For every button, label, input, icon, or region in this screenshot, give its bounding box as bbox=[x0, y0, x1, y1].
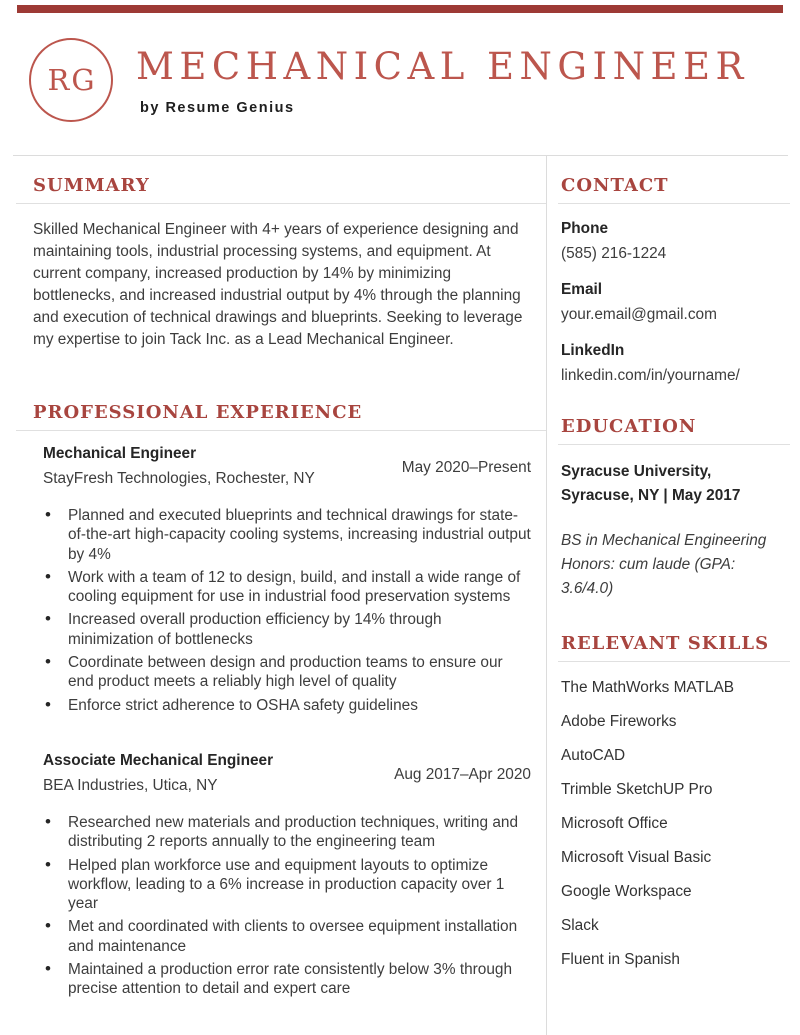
job-dates: May 2020–Present bbox=[401, 459, 531, 476]
education-degree-line: 3.6/4.0) bbox=[561, 580, 614, 597]
job-bullet: • Coordinate between design and production teams to ensure our end product meets a reliably high level of quality bbox=[43, 653, 531, 692]
job-bullet: • Increased overall production efficiency by 14% through minimization of bottlenecks bbox=[43, 610, 531, 649]
contact-label: Email bbox=[561, 281, 603, 298]
summary-heading-rule bbox=[16, 155, 546, 204]
skill-item: The MathWorks MATLAB bbox=[561, 679, 735, 696]
job-bullet: • Maintained a production error rate consistently below 3% through precise attention to detail and expert care bbox=[43, 960, 531, 999]
contact-heading-rule bbox=[558, 155, 790, 204]
skill-item: Microsoft Visual Basic bbox=[561, 849, 712, 866]
byline: by Resume Genius bbox=[140, 100, 295, 116]
page-title: MECHANICAL ENGINEER bbox=[136, 45, 749, 88]
contact-item-phone bbox=[561, 218, 790, 265]
education-degree-line: Honors: cum laude (GPA: bbox=[561, 556, 736, 573]
contact-section bbox=[558, 155, 790, 387]
skills-heading: RELEVANT SKILLS bbox=[561, 633, 770, 654]
phone-value: (585) 216-1224 bbox=[561, 245, 667, 262]
job-bullet-list bbox=[43, 506, 531, 715]
linkedin-value: linkedin.com/in/yourname/ bbox=[561, 367, 740, 384]
job-bullet: • Met and coordinated with clients to oversee equipment installation and maintenance bbox=[43, 917, 531, 956]
education-school bbox=[561, 460, 790, 508]
skill-item: Slack bbox=[561, 917, 599, 934]
summary-heading: SUMMARY bbox=[33, 175, 150, 196]
experience-section bbox=[16, 382, 546, 1003]
education-school-line: Syracuse University, bbox=[561, 463, 712, 480]
job-title: Mechanical Engineer bbox=[43, 445, 197, 462]
logo-monogram: RG bbox=[47, 63, 97, 97]
job-bullet-list bbox=[43, 813, 531, 999]
job-bullet: • Planned and executed blueprints and technical drawings for state-of-the-art high-capacity cooling systems, increasing industrial output by 4% bbox=[43, 506, 531, 564]
education-school-line: Syracuse, NY | May 2017 bbox=[561, 487, 741, 504]
job-title: Associate Mechanical Engineer bbox=[43, 751, 274, 769]
contact-label: LinkedIn bbox=[561, 342, 625, 359]
job-bullet: • Researched new materials and production techniques, writing and distributing 2 reports annually to the engineering team bbox=[43, 813, 531, 852]
contact-item-linkedin bbox=[561, 340, 790, 387]
education-heading-rule bbox=[558, 396, 790, 445]
contact-item-email bbox=[561, 279, 790, 326]
experience-heading: PROFESSIONAL EXPERIENCE bbox=[33, 402, 363, 423]
job-company: BEA Industries, Utica, NY bbox=[43, 776, 218, 794]
job-entry bbox=[43, 751, 531, 999]
education-degree bbox=[561, 529, 790, 601]
column-divider bbox=[546, 156, 547, 1035]
skill-item: Adobe Fireworks bbox=[561, 713, 677, 730]
experience-heading-rule bbox=[16, 382, 546, 431]
skill-item: Fluent in Spanish bbox=[561, 951, 680, 968]
skill-item: AutoCAD bbox=[561, 747, 626, 764]
job-bullet: • Work with a team of 12 to design, build, and install a wide range of cooling equipment for use in industrial food preservation systems bbox=[43, 568, 531, 607]
job-bullet: • Helped plan workforce use and equipment layouts to optimize workflow, leading to a 6% increase in production capacity over 1 year bbox=[43, 856, 531, 914]
skill-item: Google Workspace bbox=[561, 883, 692, 900]
summary-text: Skilled Mechanical Engineer with 4+ years of experience designing and maintaining tools, industrial processing systems, and equipment. At current company, increased production by 14% by minimizing bottlenecks, and increased industrial output by 4% through the planning and execution of technical drawings and blueprints. Seeking to leverage my expertise to join Tack Inc. as a Lead Mechanical Engineer. bbox=[33, 221, 523, 348]
education-section bbox=[558, 396, 790, 601]
resume-genius-logo bbox=[29, 38, 113, 122]
skill-item: Trimble SketchUP Pro bbox=[561, 781, 713, 798]
job-dates: Aug 2017–Apr 2020 bbox=[394, 765, 531, 783]
education-degree-line: BS in Mechanical Engineering bbox=[561, 532, 767, 549]
summary-section bbox=[16, 155, 546, 351]
contact-heading: CONTACT bbox=[561, 175, 669, 196]
contact-label: Phone bbox=[561, 220, 609, 237]
job-bullet: • Enforce strict adherence to OSHA safety guidelines bbox=[43, 696, 531, 715]
top-accent-bar bbox=[17, 5, 783, 13]
job-company: StayFresh Technologies, Rochester, NY bbox=[43, 470, 315, 487]
skills-section bbox=[558, 613, 790, 968]
job-entry bbox=[43, 444, 531, 715]
skill-item: Microsoft Office bbox=[561, 815, 668, 832]
email-value: your.email@gmail.com bbox=[561, 306, 717, 323]
skills-heading-rule bbox=[558, 613, 790, 662]
education-heading: EDUCATION bbox=[561, 416, 697, 437]
